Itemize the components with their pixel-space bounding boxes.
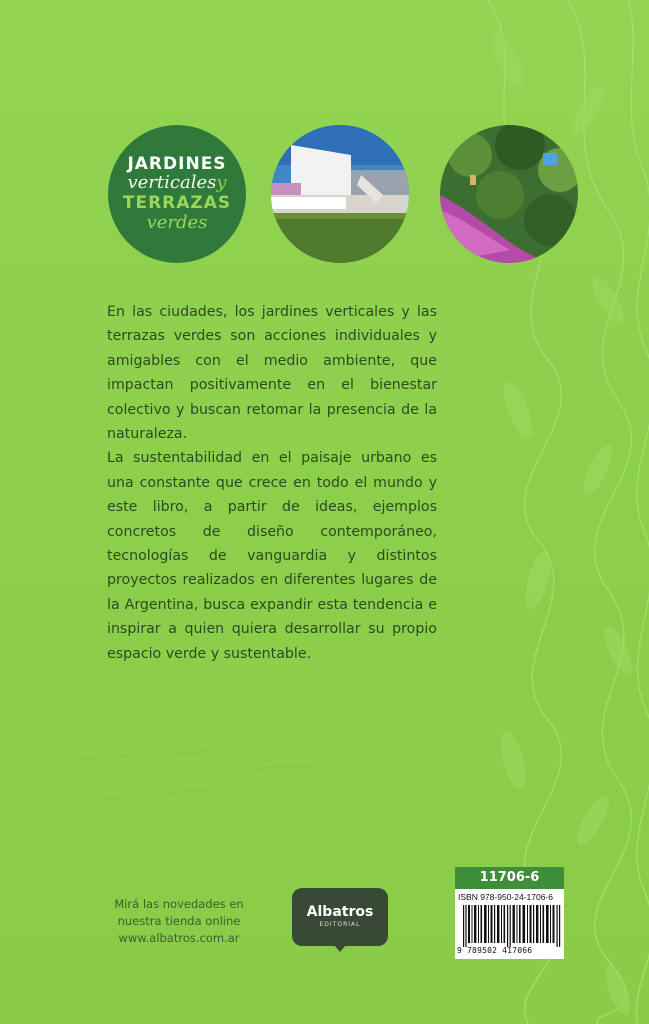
publisher-badge: [292, 888, 388, 946]
series-logo: [108, 125, 246, 263]
publisher-name: Albatros: [306, 904, 374, 920]
blurb-paragraph: En las ciudades, los jardines verticales y las terrazas verdes son acciones individuales y amigables con el medio ambiente, que impactan positivamente en el bienestar colectivo y buscan retomar la presencia de la naturaleza.: [107, 304, 437, 443]
terrace-photo: [271, 125, 409, 263]
logo-title-verticales: [127, 173, 226, 193]
publisher-logo: [292, 888, 388, 952]
online-store-note: [104, 896, 254, 947]
publisher-subtitle: EDITORIAL: [319, 921, 361, 928]
terrace-lawn-image: [271, 125, 409, 263]
isbn-text: ISBN 978-950-24-1706-6: [458, 892, 553, 902]
store-url[interactable]: www.albatros.com.ar: [118, 931, 240, 945]
logo-title-terrazas: TERRAZAS: [122, 193, 232, 213]
publisher-badge-tail: [334, 945, 346, 952]
logo-title-verdes: verdes: [146, 212, 208, 233]
vertical-garden-photo: [440, 125, 578, 263]
logo-title-jardines: JARDINES: [127, 154, 227, 174]
green-wall-image: [440, 125, 578, 263]
product-code: 11706-6: [455, 867, 564, 889]
blurb-paragraph: La sustentabilidad en el paisaje urbano es una constante que crece en todo el mundo y este libro, a partir de ideas, ejemplos concretos de diseño contemporáneo, tecnologías de vanguardia y distintos proyectos realizados en diferentes lugares de la Argentina, busca expandir esta tendencia e inspirar a quien quiera desarrollar su propio espacio verde y sustentable.: [107, 450, 437, 662]
barcode-icon: [463, 905, 561, 947]
logo-connector: y: [216, 172, 227, 193]
back-cover-blurb: [107, 300, 437, 666]
store-note-line: Mirá las novedades en: [114, 897, 244, 911]
barcode-digits: 9 789502 417066: [457, 946, 533, 955]
barcode-card: [455, 889, 564, 959]
barcode-label: [455, 867, 564, 959]
logo-word-verticales: verticales: [127, 172, 217, 193]
store-note-line: nuestra tienda online: [117, 914, 241, 928]
